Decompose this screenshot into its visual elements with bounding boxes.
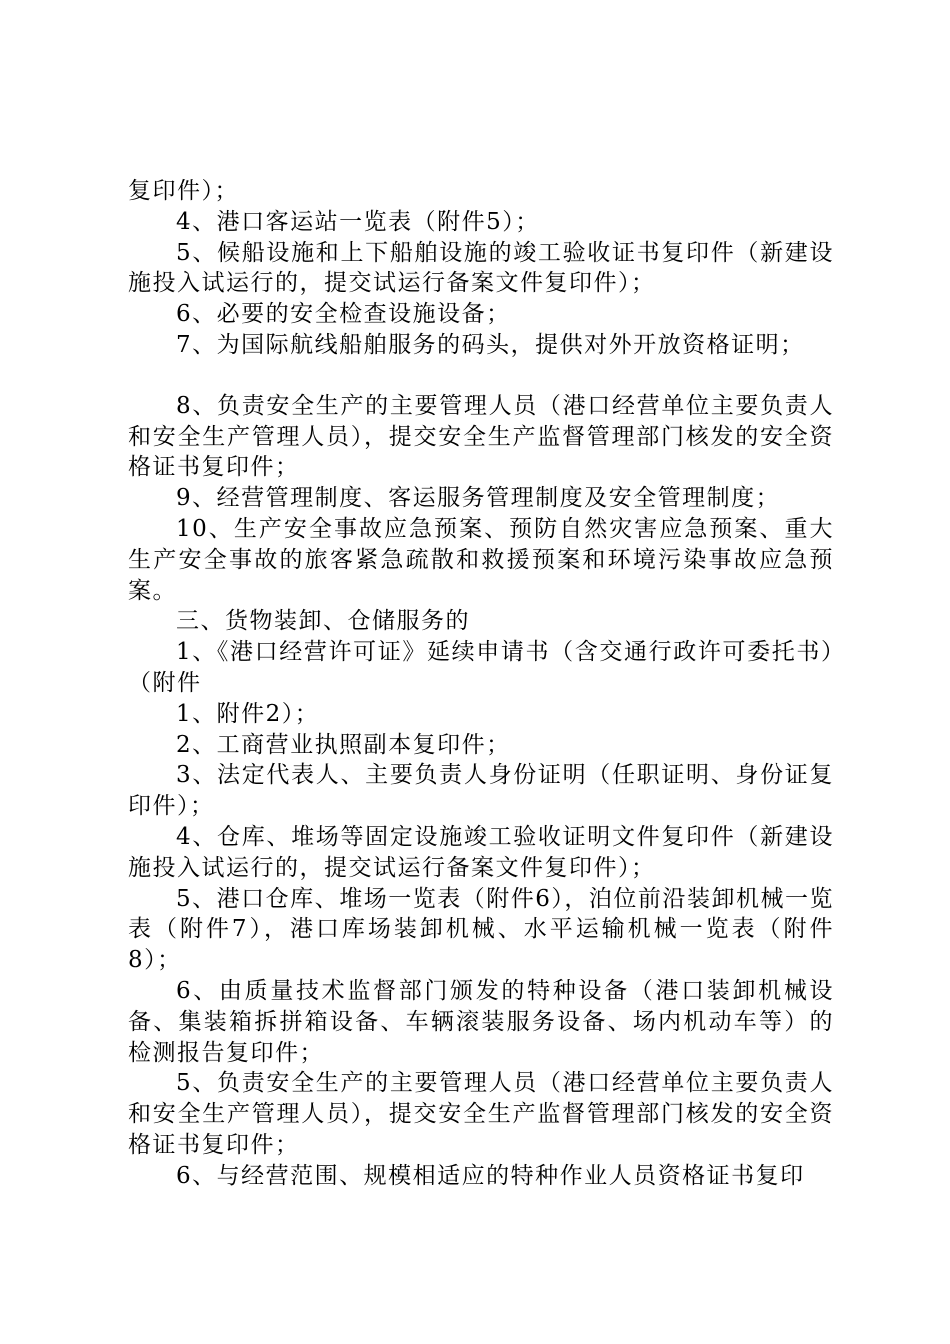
paragraph-continuation: 复印件）； <box>128 178 239 204</box>
document-body <box>128 176 834 1192</box>
list-item-2: 2、工商营业执照副本复印件； <box>176 731 511 758</box>
list-item-6: 6、必要的安全检查设施设备； <box>176 301 511 328</box>
list-item-5c: 5、负责安全生产的主要管理人员（港口经营单位主要负责人和安全生产管理人员），提交安全生产监督管理部门核发的安全资格证书复印件； <box>128 1070 834 1158</box>
list-item-5b: 5、港口仓库、堆场一览表（附件6），泊位前沿装卸机械一览表（附件7），港口库场装卸机械、水平运输机械一览表（附件8）； <box>128 885 834 974</box>
list-item-6c: 6、与经营范围、规模相适应的特种作业人员资格证书复印 <box>176 1162 805 1189</box>
list-item-1: 1、《港口经营许可证》延续申请书（含交通行政许可委托书）（附件 <box>128 639 834 696</box>
list-item-7: 7、为国际航线船舶服务的码头，提供对外开放资格证明； <box>176 331 805 358</box>
list-item-9: 9、经营管理制度、客运服务管理制度及安全管理制度； <box>176 485 781 512</box>
list-item-6b: 6、由质量技术监督部门颁发的特种设备（港口装卸机械设备、集装箱拆拼箱设备、车辆滚装服务设备、场内机动车等）的检测报告复印件； <box>128 977 834 1066</box>
section-heading-3: 三、货物装卸、仓储服务的 <box>176 608 470 635</box>
list-item-10: 10、生产安全事故应急预案、预防自然灾害应急预案、重大生产安全事故的旅客紧急疏散和救援预案和环境污染事故应急预案。 <box>128 515 834 604</box>
list-item-3: 3、法定代表人、主要负责人身份证明（任职证明、身份证复印件）； <box>128 762 834 820</box>
list-item-1-continued: 1、附件2）； <box>176 700 320 727</box>
list-item-4b: 4、仓库、堆场等固定设施竣工验收证明文件复印件（新建设施投入试运行的，提交试运行备案文件复印件）； <box>128 823 834 881</box>
list-item-4: 4、港口客运站一览表（附件5）； <box>176 208 540 235</box>
list-item-8: 8、负责安全生产的主要管理人员（港口经营单位主要负责人和安全生产管理人员），提交安全生产监督管理部门核发的安全资格证书复印件； <box>128 392 834 481</box>
list-item-5: 5、候船设施和上下船舶设施的竣工验收证书复印件（新建设施投入试运行的，提交试运行备案文件复印件）； <box>128 239 834 297</box>
